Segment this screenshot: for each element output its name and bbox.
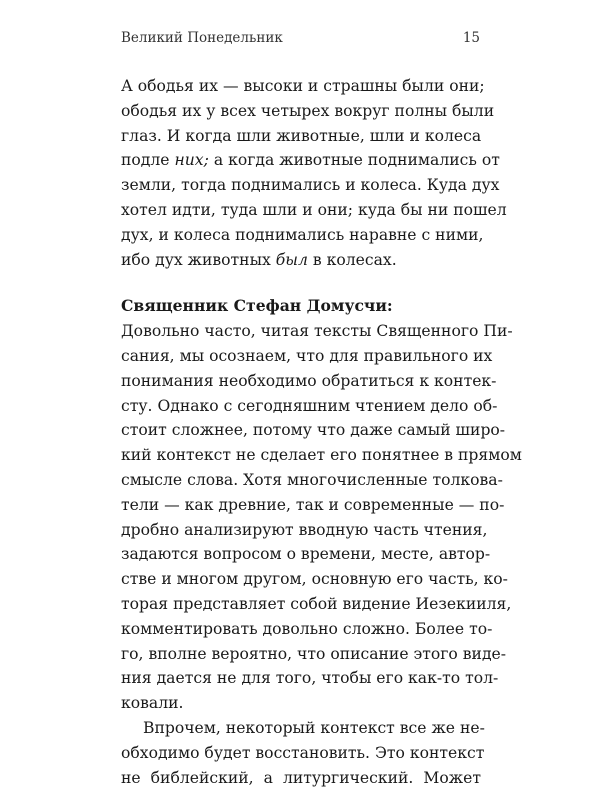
text-line: Впрочем, некоторый контекст все же не- [143, 718, 485, 737]
text-line: комментировать довольно сложно. Более то- [121, 619, 493, 638]
text-line: ковали. [121, 694, 184, 713]
text-line: дробно анализируют вводную часть чтения, [121, 520, 488, 539]
text-line: торая представляет собой видение Иезекииля, [121, 594, 512, 613]
page-body [121, 74, 522, 790]
text-line: стоит сложнее, потому что даже самый широ- [121, 421, 506, 440]
text-line: ния дается не для того, чтобы его как-то тол- [121, 669, 499, 688]
text-line: тели — как древние, так и современные — по- [121, 495, 505, 514]
text-line: кий контекст не сделает его понятнее в прямом [121, 446, 522, 465]
text-line: Довольно часто, читая тексты Священного Пи- [121, 322, 513, 341]
text-line [121, 148, 500, 173]
commentary-paragraph [121, 319, 522, 716]
text-line: земли, тогда поднимались и колеса. Куда дух [121, 176, 500, 195]
text-fragment: подле [121, 151, 175, 170]
text-line: го, вполне вероятно, что описание этого виде- [121, 644, 507, 663]
italic-fragment: был [275, 250, 308, 269]
text-line: понимания необходимо обратиться к контек- [121, 371, 497, 390]
text-line: А ободья их — высоки и страшны были они; [121, 77, 485, 95]
italic-fragment: них; [174, 151, 209, 170]
text-line: обходимо будет восстановить. Это контекст [121, 743, 485, 762]
text-line: задаются вопросом о времени, месте, автор- [121, 545, 491, 564]
text-fragment: ибо дух животных [121, 250, 276, 269]
page-number: 15 [462, 30, 480, 46]
text-line [121, 248, 481, 273]
running-header [121, 30, 480, 54]
text-line: не библейский, а литургический. Может [121, 768, 481, 787]
text-line: ободья их у всех четырех вокруг полны были [121, 101, 495, 120]
text-line: смысле слова. Хотя многочисленные толкова- [121, 470, 503, 489]
running-title: Великий Понедельник [121, 30, 283, 46]
text-line: стве и многом другом, основную его часть, ко- [121, 570, 508, 589]
text-fragment: в колесах. [307, 250, 397, 269]
text-line: сту. Однако с сегодняшним чтением дело об- [121, 396, 498, 415]
continuation-paragraph [121, 716, 485, 790]
text-line: хотел идти, туда шли и они; куда бы ни пошел [121, 200, 507, 219]
text-fragment: а когда животные поднимались от [208, 151, 500, 170]
speaker-heading: Священник Стефан Домусчи: [121, 296, 393, 316]
text-line: дух, и колеса поднимались наравне с ними, [121, 225, 484, 244]
scripture-quote-paragraph [121, 74, 507, 272]
text-line: сания, мы осознаем, что для правильного их [121, 346, 493, 365]
text-line: глаз. И когда шли животные, шли и колеса [121, 126, 482, 145]
